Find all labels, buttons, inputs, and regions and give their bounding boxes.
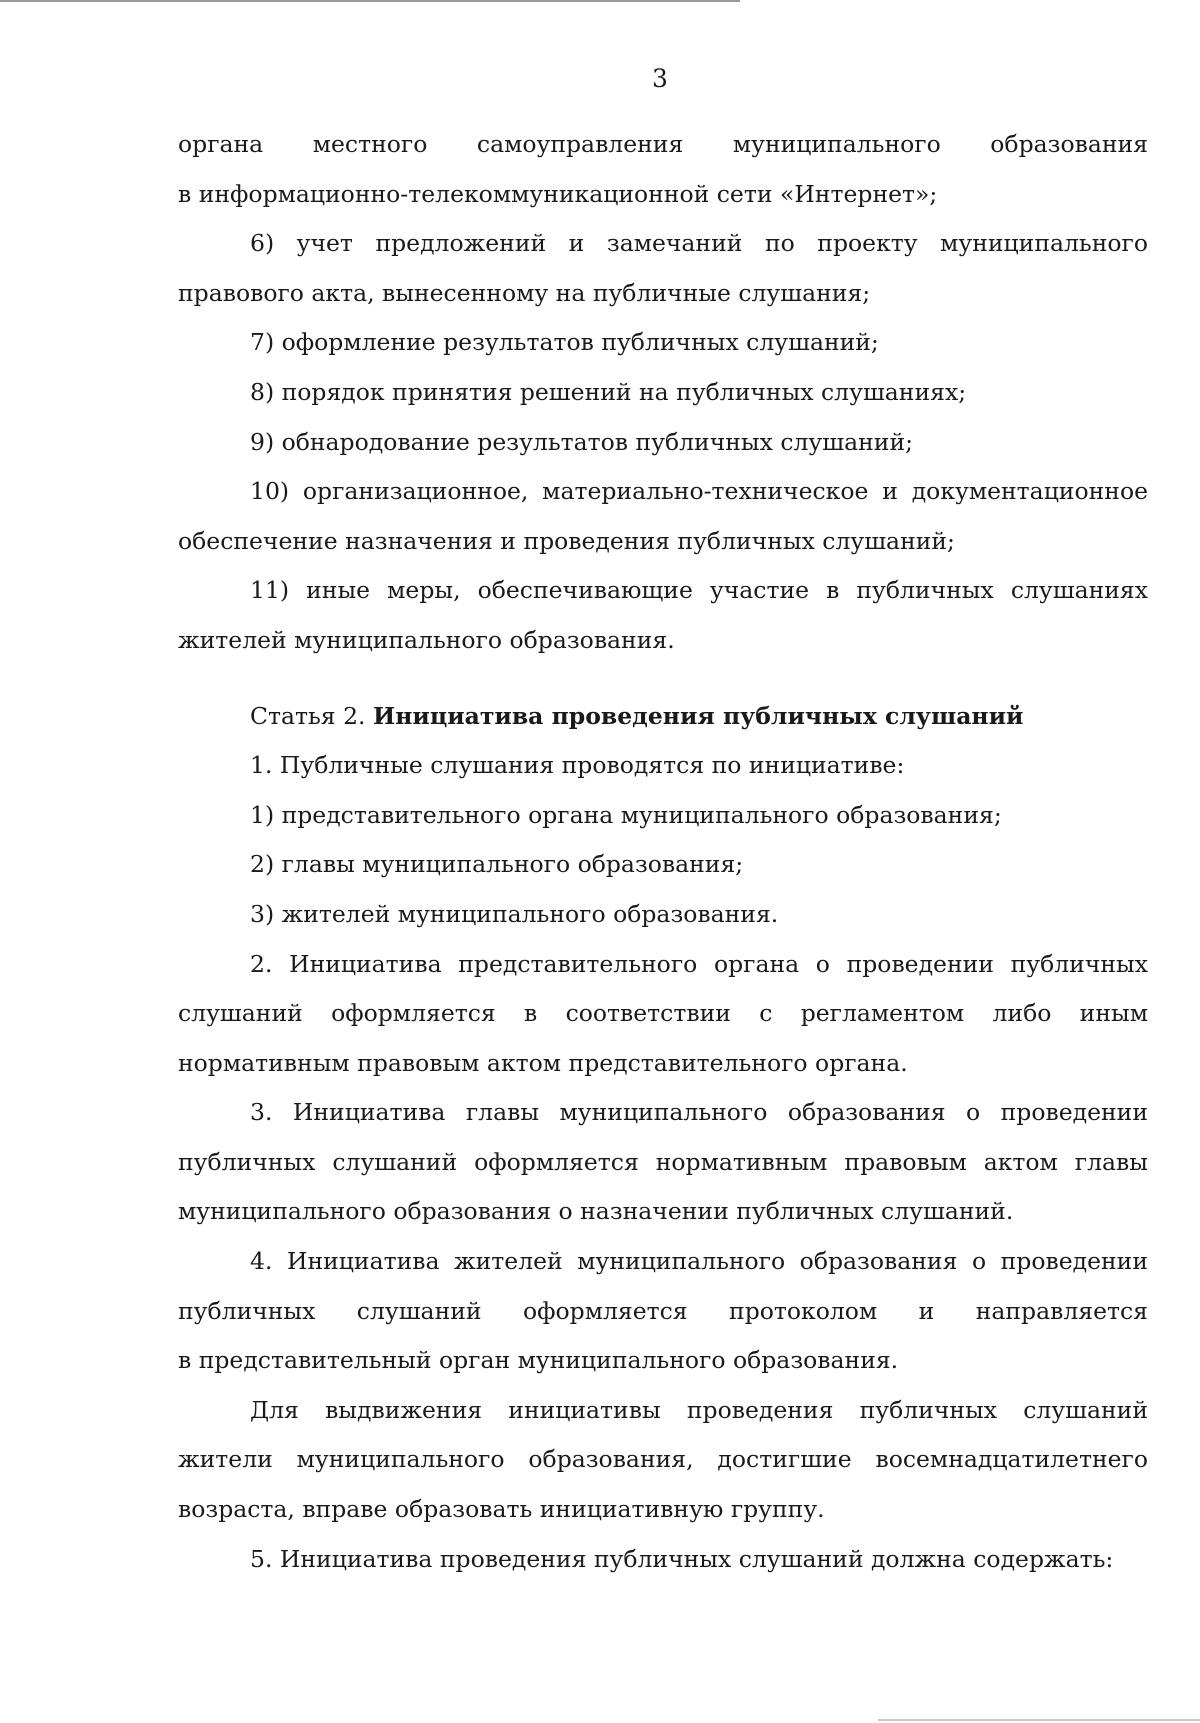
paragraph: 2) главы муниципального образования; <box>250 850 744 879</box>
paragraph: в представительный орган муниципального образования. <box>178 1346 899 1375</box>
paragraphs-after-article <box>178 741 1148 1584</box>
paragraph: 9) обнародование результатов публичных слушаний; <box>250 427 914 456</box>
paragraph: 1) представительного органа муниципального образования; <box>250 800 1002 829</box>
document-body <box>178 120 1148 1584</box>
paragraph: 6) учет предложений и замечаний по проекту муниципального правового акта, вынесенному на публичные слушания; <box>178 229 1148 307</box>
paragraph: 10) организационное, материально-техническое и документационное обеспечение назначения и проведения публичных слушаний; <box>178 477 1148 555</box>
paragraph: Для выдвижения инициативы проведения публичных слушаний жители муниципального образования, достигшие восемнадцатилетнего возраста, вправе образовать инициативную группу. <box>178 1395 1148 1524</box>
paragraph: органа местного самоуправления муниципального образования <box>178 130 1148 158</box>
paragraph: 1. Публичные слушания проводятся по инициативе: <box>250 751 905 780</box>
paragraph: 7) оформление результатов публичных слушаний; <box>250 328 879 357</box>
article-title: Инициатива проведения публичных слушаний <box>373 701 1024 730</box>
paragraph: 2. Инициатива представительного органа о проведении публичных слушаний оформляется в соответствии с регламентом либо иным нормативным правовым актом представительного органа. <box>178 949 1148 1077</box>
paragraph: 11) иные меры, обеспечивающие участие в публичных слушаниях жителей муниципального образования. <box>178 576 1148 654</box>
article-number: Статья 2. <box>250 701 366 730</box>
page-number: 3 <box>652 64 668 93</box>
article-heading <box>178 692 1148 742</box>
paragraph: 3) жителей муниципального образования. <box>250 899 779 928</box>
paragraph: 3. Инициатива главы муниципального образования о проведении публичных слушаний оформляется нормативным правовым актом главы муниципального образования о назначении публичных слушаний. <box>178 1098 1148 1226</box>
scan-edge-top <box>0 0 740 2</box>
scan-edge-bottom <box>878 1719 1200 1721</box>
paragraph: 8) порядок принятия решений на публичных слушаниях; <box>250 377 967 406</box>
paragraph: 4. Инициатива жителей муниципального образования о проведении публичных слушаний оформляется протоколом и направляется <box>178 1247 1148 1325</box>
paragraphs-before-article <box>178 120 1148 666</box>
paragraph: 5. Инициатива проведения публичных слушаний должна содержать: <box>250 1544 1114 1573</box>
paragraph: в информационно-телекоммуникационной сети «Интернет»; <box>178 179 938 208</box>
